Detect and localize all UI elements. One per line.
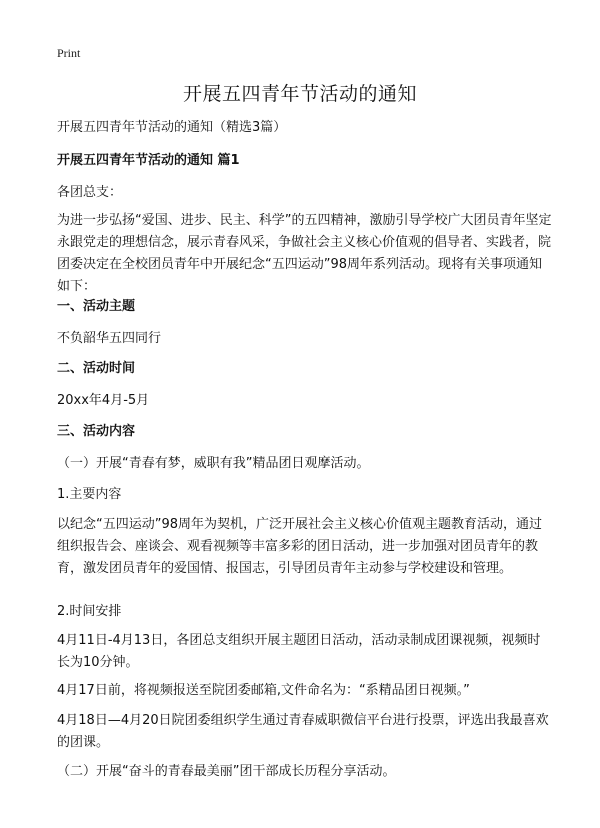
schedule-item-3: 4月18日—4月20日院团委组织学生通过青春威职微信平台进行投票，评选出我最喜欢的团课。: [57, 713, 549, 750]
intro-paragraph: 为进一步弘扬“爱国、进步、民主、科学”的五四精神，激励引导学校广大团员青年坚定永跟党走的理想信念，展示青春风采，争做社会主义核心价值观的倡导者、实践者，院团委决定在全校团员青年中开展纪念“五四运动”98周年系列活动。现将有关事项通知如下：: [57, 213, 552, 294]
salutation: 各团总支：: [57, 185, 123, 200]
section-body-time: 20xx年4月-5月: [57, 393, 150, 408]
subsection-body-main-content: 以纪念“五四运动”98周年为契机，广泛开展社会主义核心价值观主题教育活动，通过组织报告会、座谈会、观看视频等丰富多彩的团日活动，进一步加强对团员青年的教育，激发团员青年的爱国情、报国志，引导团员青年主动参与学校建设和管理。: [57, 517, 543, 576]
document-subtitle: 开展五四青年节活动的通知（精选3篇）: [57, 120, 287, 135]
print-link[interactable]: Print: [57, 46, 81, 60]
article-heading: 开展五四青年节活动的通知 篇1: [57, 153, 240, 168]
section-body-theme: 不负韶华五四同行: [57, 331, 162, 346]
section-heading-theme: 一、活动主题: [57, 299, 136, 314]
section-heading-time: 二、活动时间: [57, 361, 136, 376]
page-title: 开展五四青年节活动的通知: [182, 83, 417, 105]
schedule-item-1: 4月11日-4月13日，各团总支组织开展主题团日活动，活动录制成团课视频，视频时长为10分钟。: [57, 633, 541, 670]
item-heading-1: （一）开展“青春有梦，威职有我”精品团日观摩活动。: [57, 456, 370, 471]
subsection-heading-schedule: 2.时间安排: [57, 604, 122, 619]
schedule-item-2: 4月17日前，将视频报送至院团委邮箱,文件命名为：“系精品团日视频。”: [57, 683, 470, 698]
section-heading-content: 三、活动内容: [57, 424, 136, 439]
item-heading-2: （二）开展“奋斗的青春最美丽”团干部成长历程分享活动。: [57, 764, 396, 779]
subsection-heading-main-content: 1.主要内容: [57, 487, 122, 502]
